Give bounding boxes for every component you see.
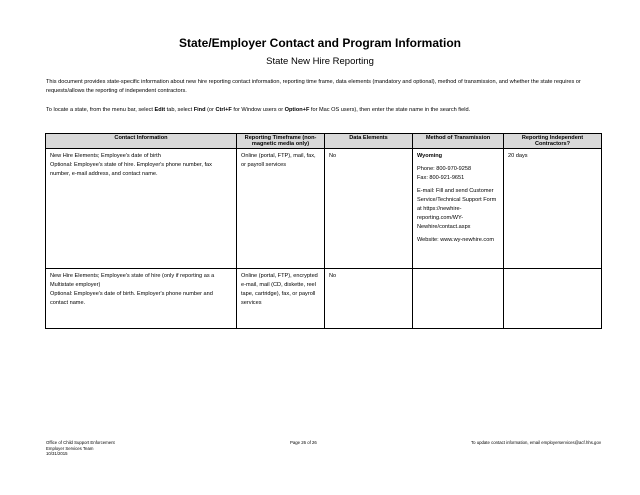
- data-elements-cell: No: [325, 149, 413, 269]
- instructions-text: (or: [205, 107, 216, 113]
- contractors-cell: [504, 269, 602, 329]
- page-subtitle: State New Hire Reporting: [266, 56, 374, 67]
- find-keyword: Find: [193, 107, 206, 113]
- ctrl-f-keyword: Ctrl+F: [215, 107, 232, 113]
- table-row: [46, 149, 602, 269]
- email-contact: E-mail: Fill and send Customer Service/Technical Support Form at https://newhire-reporting.com/WY-Newhire/contact.aspx: [417, 188, 497, 230]
- header-method-of-transmission: Method of Transmission: [413, 134, 504, 149]
- header-reporting-timeframe: Reporting Timeframe (non-magnetic media only): [237, 134, 325, 149]
- method-cell: [413, 149, 504, 269]
- header-contact-information: Contact Information: [46, 134, 237, 149]
- contact-cell: [46, 149, 237, 269]
- new-hire-elements: New Hire Elements; Employee's state of hire (only if reporting as a Multistate employer): [50, 273, 215, 288]
- edit-keyword: Edit: [154, 107, 166, 113]
- fax-number: Fax: 800-921-9651: [417, 175, 465, 181]
- state-info-table: [45, 133, 602, 329]
- optional-elements: Optional: Employee's date of birth. Employer's phone number and contact name.: [50, 291, 213, 306]
- footer-update-contact: To update contact information, email employerservices@acf.hhs.gov: [471, 440, 601, 445]
- instructions-paragraph: [46, 106, 598, 115]
- data-elements-cell: No: [325, 269, 413, 329]
- header-data-elements: Data Elements: [325, 134, 413, 149]
- contact-cell: [46, 269, 237, 329]
- phone-number: Phone: 800-970-9258: [417, 166, 472, 172]
- website-link[interactable]: Website: www.wy-newhire.com: [417, 237, 494, 243]
- timeframe-cell: Online (portal, FTP), encrypted e-mail, mail (CD, diskette, reel tape, cartridge), fax, or payroll services: [237, 269, 325, 329]
- instructions-text: To locate a state, from the menu bar, select: [46, 107, 155, 113]
- instructions-text: for Mac OS users), then enter the state name in the search field.: [309, 107, 471, 113]
- method-cell: [413, 269, 504, 329]
- page-number: Page 26 of 26: [290, 440, 317, 445]
- new-hire-elements: New Hire Elements; Employee's date of birth: [50, 153, 161, 159]
- option-f-keyword: Option+F: [284, 107, 310, 113]
- table-header-row: [46, 134, 602, 149]
- footer-left: [46, 440, 115, 457]
- optional-elements: Optional: Employee's state of hire. Employer's phone number, fax number, e-mail address, and contact name.: [50, 162, 212, 177]
- footer-office: Office of Child Support Enforcement: [46, 440, 115, 445]
- timeframe-cell: Online (portal, FTP), mail, fax, or payroll services: [237, 149, 325, 269]
- footer-date: 10/31/2015: [46, 451, 68, 457]
- instructions-text: tab, select: [165, 107, 194, 113]
- state-name: Wyoming: [417, 153, 443, 159]
- intro-paragraph: This document provides state-specific information about new hire reporting contact information, reporting time frame, data elements (mandatory and optional), method of transmission, and whether the state requires or requests/allows the reporting of independent contractors.: [46, 79, 581, 94]
- page-title: State/Employer Contact and Program Information: [178, 36, 462, 50]
- contractors-cell: 20 days: [504, 149, 602, 269]
- footer-team: Employer Services Team: [46, 445, 94, 451]
- instructions-text: for Window users or: [231, 107, 285, 113]
- table-row: [46, 269, 602, 329]
- header-independent-contractors: Reporting Independent Contractors?: [504, 134, 602, 149]
